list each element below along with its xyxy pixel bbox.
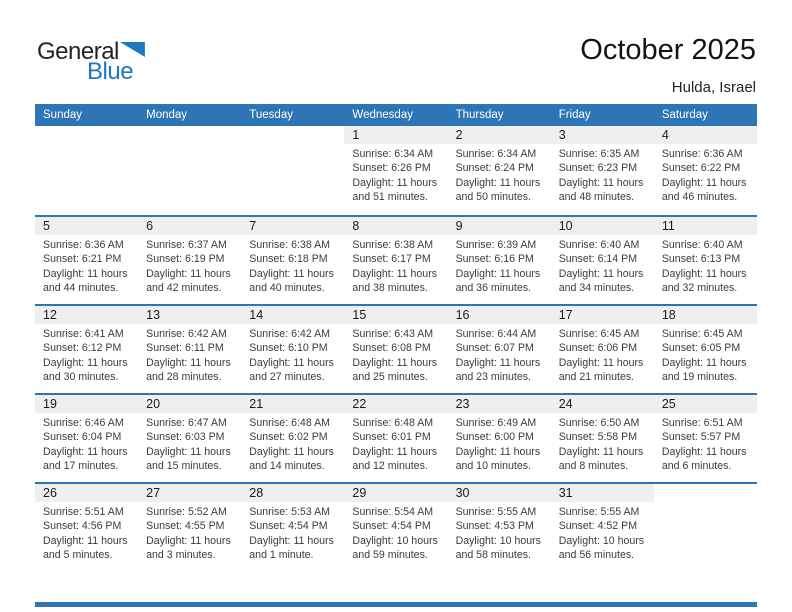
daylight-text: Daylight: 11 hours <box>352 445 438 458</box>
day-cell-24 <box>551 395 654 482</box>
day-number: 28 <box>241 484 344 502</box>
daylight-text: Daylight: 11 hours <box>558 267 644 280</box>
day-cell-empty <box>35 126 138 215</box>
daylight-text: Daylight: 11 hours <box>146 356 231 369</box>
daylight-text: Daylight: 11 hours <box>558 445 644 458</box>
week-row-2 <box>35 215 757 304</box>
logo-word-general: General <box>37 38 119 65</box>
sunset-text: Sunset: 6:08 PM <box>352 342 431 355</box>
sunrise-text: Sunrise: 6:45 AM <box>661 328 743 340</box>
day-number: 6 <box>138 217 241 235</box>
day-number: 14 <box>241 306 344 324</box>
daylight-text: and 14 minutes. <box>249 460 325 473</box>
weekday-header-tuesday: Tuesday <box>249 109 293 121</box>
daylight-text: Daylight: 11 hours <box>455 176 541 189</box>
daylight-text: Daylight: 11 hours <box>455 267 541 280</box>
day-cell-31 <box>551 484 654 571</box>
daylight-text: Daylight: 11 hours <box>558 356 644 369</box>
day-number: 26 <box>35 484 138 502</box>
daylight-text: and 23 minutes. <box>455 371 531 384</box>
sunrise-text: Sunrise: 6:48 AM <box>352 417 434 429</box>
daylight-text: and 51 minutes. <box>352 191 428 204</box>
day-cell-12 <box>35 306 138 393</box>
day-cell-2 <box>448 126 551 215</box>
daylight-text: Daylight: 10 hours <box>352 534 438 547</box>
daylight-text: Daylight: 11 hours <box>558 176 644 189</box>
day-number: 9 <box>448 217 551 235</box>
sunset-text: Sunset: 6:21 PM <box>43 253 122 266</box>
daylight-text: Daylight: 11 hours <box>146 534 231 547</box>
sunset-text: Sunset: 6:11 PM <box>146 342 224 355</box>
daylight-text: and 34 minutes. <box>558 282 635 295</box>
day-number: 18 <box>654 306 757 324</box>
sunset-text: Sunset: 6:18 PM <box>249 253 328 266</box>
daylight-text: Daylight: 11 hours <box>249 534 334 547</box>
day-cell-18 <box>654 306 757 393</box>
sunset-text: Sunset: 6:07 PM <box>455 342 534 355</box>
sunrise-text: Sunrise: 6:35 AM <box>558 148 640 160</box>
sunrise-text: Sunrise: 6:43 AM <box>352 328 434 340</box>
sunset-text: Sunset: 4:52 PM <box>558 520 638 533</box>
daylight-text: Daylight: 11 hours <box>455 356 541 369</box>
weekday-header-row <box>35 104 757 126</box>
daylight-text: and 38 minutes. <box>352 282 428 295</box>
week-row-5 <box>35 482 757 571</box>
day-number: 5 <box>35 217 138 235</box>
sunset-text: Sunset: 6:22 PM <box>661 162 741 175</box>
sunrise-text: Sunrise: 6:36 AM <box>43 239 124 251</box>
day-cell-15 <box>344 306 447 393</box>
weekday-header-thursday: Thursday <box>455 109 504 121</box>
calendar-weeks <box>35 126 757 571</box>
daylight-text: Daylight: 11 hours <box>661 356 747 369</box>
daylight-text: Daylight: 11 hours <box>146 267 231 280</box>
day-number: 23 <box>448 395 551 413</box>
sunrise-text: Sunrise: 6:48 AM <box>249 417 330 429</box>
sunset-text: Sunset: 6:04 PM <box>43 431 122 444</box>
day-cell-21 <box>241 395 344 482</box>
day-number: 11 <box>654 217 757 235</box>
daylight-text: and 44 minutes. <box>43 282 119 295</box>
day-cell-6 <box>138 217 241 304</box>
sunset-text: Sunset: 6:03 PM <box>146 431 225 444</box>
weekday-header-monday: Monday <box>146 109 188 121</box>
sunset-text: Sunset: 6:00 PM <box>455 431 534 444</box>
day-cell-empty <box>138 126 241 215</box>
sunrise-text: Sunrise: 6:41 AM <box>43 328 124 340</box>
sunrise-text: Sunrise: 6:40 AM <box>661 239 743 251</box>
day-cell-empty <box>654 484 757 571</box>
daylight-text: Daylight: 11 hours <box>661 445 747 458</box>
sunrise-text: Sunrise: 5:53 AM <box>249 506 330 518</box>
day-number: 27 <box>138 484 241 502</box>
day-cell-23 <box>448 395 551 482</box>
week-row-1 <box>35 126 757 215</box>
daylight-text: Daylight: 11 hours <box>455 445 541 458</box>
daylight-text: Daylight: 11 hours <box>43 356 128 369</box>
daylight-text: and 28 minutes. <box>146 371 222 384</box>
weekday-header-friday: Friday <box>558 109 591 121</box>
weekday-header-sunday: Sunday <box>43 109 83 121</box>
sunset-text: Sunset: 6:14 PM <box>558 253 638 266</box>
week-row-4 <box>35 393 757 482</box>
daylight-text: and 17 minutes. <box>43 460 119 473</box>
day-number: 7 <box>241 217 344 235</box>
day-number: 4 <box>654 126 757 144</box>
sunrise-text: Sunrise: 5:54 AM <box>352 506 434 518</box>
sunset-text: Sunset: 4:55 PM <box>146 520 225 533</box>
sunrise-text: Sunrise: 5:55 AM <box>558 506 640 518</box>
day-cell-25 <box>654 395 757 482</box>
daylight-text: Daylight: 11 hours <box>661 267 747 280</box>
day-number: 21 <box>241 395 344 413</box>
sunrise-text: Sunrise: 6:46 AM <box>43 417 124 429</box>
sunrise-text: Sunrise: 6:38 AM <box>249 239 330 251</box>
daylight-text: and 42 minutes. <box>146 282 222 295</box>
day-cell-8 <box>344 217 447 304</box>
day-cell-7 <box>241 217 344 304</box>
daylight-text: Daylight: 11 hours <box>249 356 334 369</box>
week-row-3 <box>35 304 757 393</box>
day-cell-26 <box>35 484 138 571</box>
day-number: 16 <box>448 306 551 324</box>
day-number: 12 <box>35 306 138 324</box>
day-number: 20 <box>138 395 241 413</box>
sunset-text: Sunset: 4:56 PM <box>43 520 122 533</box>
day-cell-9 <box>448 217 551 304</box>
daylight-text: and 58 minutes. <box>455 549 531 562</box>
sunrise-text: Sunrise: 6:40 AM <box>558 239 640 251</box>
daylight-text: and 46 minutes. <box>661 191 738 204</box>
footer-accent-bar <box>35 602 757 607</box>
daylight-text: Daylight: 11 hours <box>249 267 334 280</box>
sunset-text: Sunset: 6:16 PM <box>455 253 534 266</box>
daylight-text: and 21 minutes. <box>558 371 635 384</box>
daylight-text: and 6 minutes. <box>661 460 732 473</box>
general-blue-logo <box>37 38 145 86</box>
sunset-text: Sunset: 6:23 PM <box>558 162 638 175</box>
sunset-text: Sunset: 6:13 PM <box>661 253 741 266</box>
sunrise-text: Sunrise: 6:50 AM <box>558 417 640 429</box>
sunrise-text: Sunrise: 5:52 AM <box>146 506 227 518</box>
weekday-header-wednesday: Wednesday <box>352 109 413 121</box>
day-cell-3 <box>551 126 654 215</box>
daylight-text: Daylight: 11 hours <box>352 176 438 189</box>
daylight-text: and 48 minutes. <box>558 191 635 204</box>
day-cell-empty <box>241 126 344 215</box>
sunrise-text: Sunrise: 6:44 AM <box>455 328 537 340</box>
sunset-text: Sunset: 4:54 PM <box>352 520 431 533</box>
weekday-header-saturday: Saturday <box>661 109 708 121</box>
sunset-text: Sunset: 6:17 PM <box>352 253 431 266</box>
day-cell-27 <box>138 484 241 571</box>
daylight-text: Daylight: 11 hours <box>146 445 231 458</box>
sunset-text: Sunset: 4:53 PM <box>455 520 534 533</box>
daylight-text: and 8 minutes. <box>558 460 629 473</box>
day-cell-20 <box>138 395 241 482</box>
sunset-text: Sunset: 6:19 PM <box>146 253 225 266</box>
daylight-text: and 10 minutes. <box>455 460 531 473</box>
sunrise-text: Sunrise: 6:37 AM <box>146 239 227 251</box>
day-number: 2 <box>448 126 551 144</box>
sunset-text: Sunset: 6:02 PM <box>249 431 328 444</box>
daylight-text: Daylight: 11 hours <box>43 267 128 280</box>
day-number: 25 <box>654 395 757 413</box>
day-cell-5 <box>35 217 138 304</box>
day-cell-14 <box>241 306 344 393</box>
location-subtitle: Hulda, Israel <box>671 79 756 96</box>
day-cell-13 <box>138 306 241 393</box>
day-number: 19 <box>35 395 138 413</box>
blue-triangle-icon <box>120 42 145 57</box>
daylight-text: Daylight: 10 hours <box>455 534 541 547</box>
daylight-text: and 59 minutes. <box>352 549 428 562</box>
day-number: 30 <box>448 484 551 502</box>
sunrise-text: Sunrise: 6:42 AM <box>249 328 330 340</box>
daylight-text: and 5 minutes. <box>43 549 113 562</box>
day-number: 31 <box>551 484 654 502</box>
daylight-text: Daylight: 11 hours <box>352 356 438 369</box>
sunset-text: Sunset: 6:10 PM <box>249 342 328 355</box>
sunrise-text: Sunrise: 6:39 AM <box>455 239 537 251</box>
day-number: 24 <box>551 395 654 413</box>
day-cell-28 <box>241 484 344 571</box>
daylight-text: and 56 minutes. <box>558 549 635 562</box>
daylight-text: and 25 minutes. <box>352 371 428 384</box>
day-cell-11 <box>654 217 757 304</box>
sunrise-text: Sunrise: 6:38 AM <box>352 239 434 251</box>
day-cell-1 <box>344 126 447 215</box>
day-number: 8 <box>344 217 447 235</box>
sunrise-text: Sunrise: 6:49 AM <box>455 417 537 429</box>
day-number: 22 <box>344 395 447 413</box>
daylight-text: and 36 minutes. <box>455 282 531 295</box>
logo-word-blue: Blue <box>87 58 134 85</box>
page-title: October 2025 <box>580 34 756 66</box>
day-cell-17 <box>551 306 654 393</box>
daylight-text: and 30 minutes. <box>43 371 119 384</box>
sunrise-text: Sunrise: 6:51 AM <box>661 417 743 429</box>
daylight-text: Daylight: 10 hours <box>558 534 645 547</box>
day-cell-19 <box>35 395 138 482</box>
sunset-text: Sunset: 6:24 PM <box>455 162 534 175</box>
sunrise-text: Sunrise: 6:47 AM <box>146 417 227 429</box>
daylight-text: Daylight: 11 hours <box>43 445 128 458</box>
sunrise-text: Sunrise: 6:42 AM <box>146 328 227 340</box>
daylight-text: and 12 minutes. <box>352 460 428 473</box>
sunset-text: Sunset: 6:05 PM <box>661 342 741 355</box>
sunrise-text: Sunrise: 5:51 AM <box>43 506 124 518</box>
sunrise-text: Sunrise: 6:34 AM <box>352 148 434 160</box>
daylight-text: and 32 minutes. <box>661 282 738 295</box>
day-number: 3 <box>551 126 654 144</box>
day-cell-10 <box>551 217 654 304</box>
daylight-text: Daylight: 11 hours <box>249 445 334 458</box>
day-cell-30 <box>448 484 551 571</box>
day-number: 17 <box>551 306 654 324</box>
sunrise-text: Sunrise: 6:36 AM <box>661 148 743 160</box>
daylight-text: and 15 minutes. <box>146 460 222 473</box>
day-cell-22 <box>344 395 447 482</box>
sunset-text: Sunset: 4:54 PM <box>249 520 328 533</box>
daylight-text: and 19 minutes. <box>661 371 738 384</box>
daylight-text: Daylight: 11 hours <box>43 534 128 547</box>
day-number: 10 <box>551 217 654 235</box>
sunrise-text: Sunrise: 5:55 AM <box>455 506 537 518</box>
sunset-text: Sunset: 6:06 PM <box>558 342 638 355</box>
day-cell-16 <box>448 306 551 393</box>
calendar-table <box>35 104 757 571</box>
daylight-text: and 1 minute. <box>249 549 314 562</box>
sunset-text: Sunset: 5:58 PM <box>558 431 638 444</box>
day-cell-29 <box>344 484 447 571</box>
day-number: 29 <box>344 484 447 502</box>
daylight-text: and 50 minutes. <box>455 191 531 204</box>
sunset-text: Sunset: 6:01 PM <box>352 431 431 444</box>
daylight-text: and 40 minutes. <box>249 282 325 295</box>
day-cell-4 <box>654 126 757 215</box>
daylight-text: and 3 minutes. <box>146 549 216 562</box>
sunrise-text: Sunrise: 6:34 AM <box>455 148 537 160</box>
daylight-text: Daylight: 11 hours <box>352 267 438 280</box>
sunrise-text: Sunrise: 6:45 AM <box>558 328 640 340</box>
sunset-text: Sunset: 6:12 PM <box>43 342 122 355</box>
daylight-text: and 27 minutes. <box>249 371 325 384</box>
sunset-text: Sunset: 6:26 PM <box>352 162 431 175</box>
day-number: 15 <box>344 306 447 324</box>
day-number: 13 <box>138 306 241 324</box>
day-number: 1 <box>344 126 447 144</box>
daylight-text: Daylight: 11 hours <box>661 176 747 189</box>
sunset-text: Sunset: 5:57 PM <box>661 431 741 444</box>
